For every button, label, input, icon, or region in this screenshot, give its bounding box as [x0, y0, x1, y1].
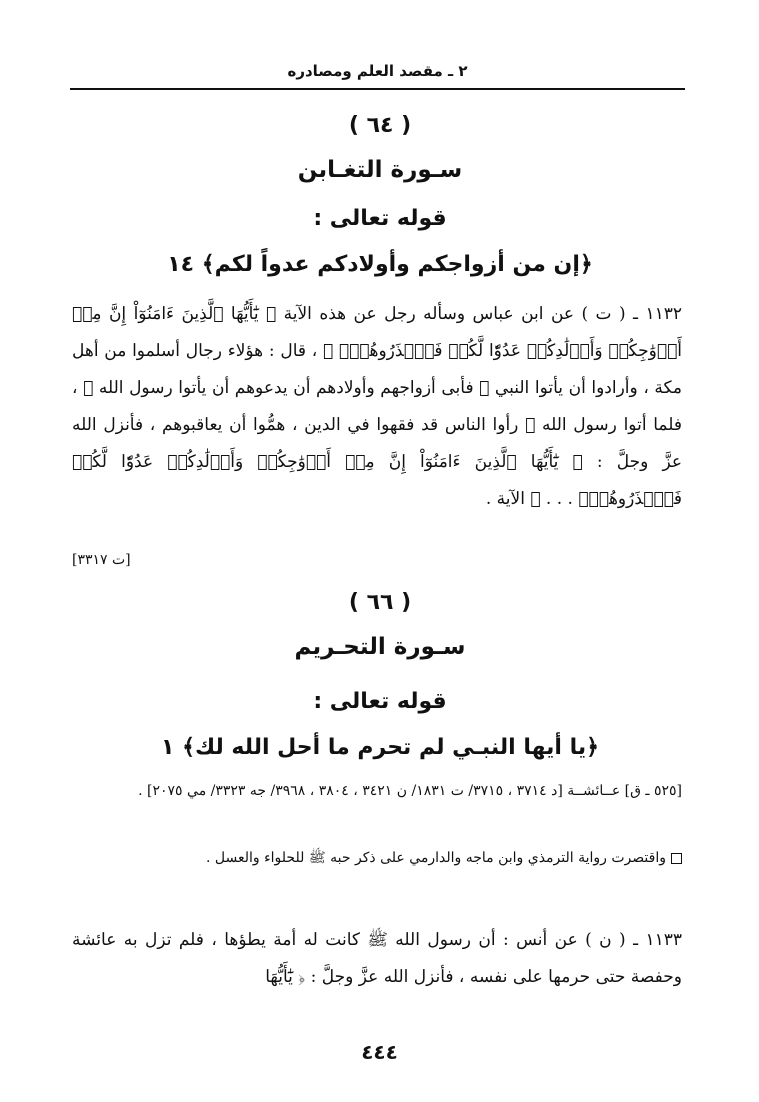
header-rule: [70, 88, 685, 90]
hadith-1133: ١١٣٣ ـ ( ن ) عن أنس : أن رسول الله ﷺ كانت له أمة يطؤها ، فلم تزل به عائشة وحفصة حتى حرمها على نفسه ، فأنزل الله عزَّ وجلَّ : ﴿ يَٰٓأَيُّهَا: [72, 930, 682, 987]
sura-number: ( ٦٤ ): [348, 113, 412, 138]
hadith-reference: [ت ٣٣١٧]: [72, 552, 131, 568]
sura-title: سـورة التحـريم: [294, 634, 466, 660]
takhrij-refs: [٥٢٥ ـ ق] عــائشــة [د ٣٧١٤ ، ٣٧١٥/ ت ١٨٣١/ ن ٣٤٢١ ، ٣٨٠٤ ، ٣٩٦٨/ جه ٣٣٢٣/ مي ٢٠٧٥] .: [138, 783, 682, 799]
sura-title: سـورة التغـابن: [297, 157, 463, 183]
verse-heading: ﴿يا أيها النبـي لم تحرم ما أحل الله لك﴾ ١: [160, 735, 600, 760]
qawluhu-label: قوله تعالى :: [313, 206, 447, 231]
note-comment: [72, 845, 682, 872]
page-number: ٤٤٤: [361, 1040, 398, 1064]
running-header: ٢ ـ مقصد العلم ومصادره: [287, 62, 468, 80]
verse-heading: ﴿إن من أزواجكم وأولادكم عدواً لكم﴾ ١٤: [167, 252, 593, 277]
note-text: واقتصرت رواية الترمذي وابن ماجه والدارمي على ذكر حبه ﷺ للحلواء والعسل .: [205, 850, 666, 866]
qawluhu-label: قوله تعالى :: [313, 689, 447, 714]
hadith-1132: ١١٣٢ ـ ( ت ) عن ابن عباس وسأله رجل عن هذه الآية ﴿ يَٰٓأَيُّهَا ٱلَّذِينَ ءَامَنُوٓاْ إِنَّ مِنۡ أَزۡوَٰجِكُمۡ وَأَوۡلَٰدِكُمۡ عَدُوّٗا لَّكُمۡ فَٱحۡذَرُوهُمۡۚ ﴾ ، قال : هؤلاء رجال أسلموا من أهل مكة ، وأرادوا أن يأتوا النبي ﷺ فأبى أزواجهم وأولادهم أن يدعوهم أن يأتوا رسول الله ﷺ ، فلما أتوا رسول الله ﷺ رأوا الناس قد فقهوا في الدين ، همُّوا أن يعاقبوهم ، فأنزل الله عزَّ وجلَّ : ﴿ يَٰٓأَيُّهَا ٱلَّذِينَ ءَامَنُوٓاْ إِنَّ مِنۡ أَزۡوَٰجِكُمۡ وَأَوۡلَٰدِكُمۡ عَدُوّٗا لَّكُمۡ فَٱحۡذَرُوهُمۡۚ . . . ﴾ الآية .: [72, 304, 682, 509]
sura-number: ( ٦٦ ): [348, 590, 412, 615]
square-icon: [671, 853, 682, 864]
